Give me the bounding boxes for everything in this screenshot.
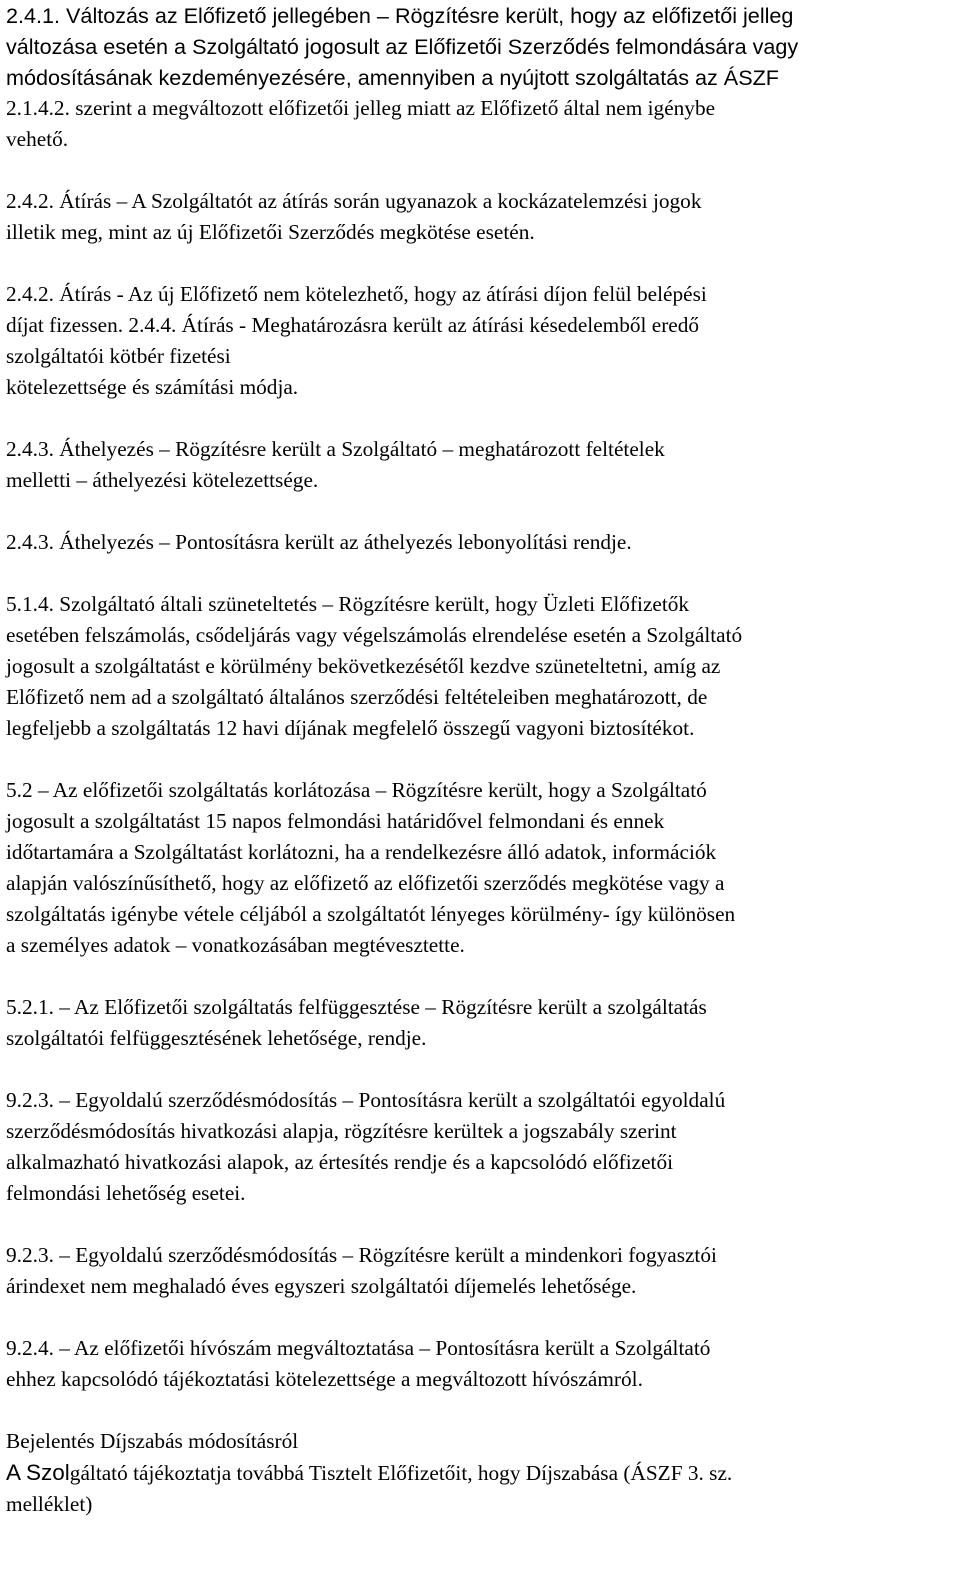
text-line: díjat fizessen. 2.4.4. Átírás - Meghatározásra került az átírási késedelemből eredő (6, 313, 700, 337)
text-line: esetében felszámolás, csődeljárás vagy végelszámolás elrendelése esetén a Szolgáltató (6, 623, 743, 647)
text-line: vehető. (6, 127, 69, 151)
text-line: 5.1.4. Szolgáltató általi szüneteltetés – Rögzítésre került, hogy Üzleti Előfizetők (6, 592, 690, 616)
paragraph-9-2-3-a (6, 1085, 958, 1209)
text-line: 2.4.2. Átírás – A Szolgáltatót az átírás során ugyanazok a kockázatelemzési jogok (6, 189, 702, 213)
text-line: melléklet) (6, 1492, 93, 1516)
document-body (6, 0, 958, 1520)
text-line: ehhez kapcsolódó tájékoztatási kötelezettsége a megváltozott hívószámról. (6, 1367, 643, 1391)
text-line: kötelezettsége és számítási módja. (6, 375, 299, 399)
text-line: 9.2.4. – Az előfizetői hívószám megváltoztatása – Pontosításra került a Szolgáltató (6, 1336, 711, 1360)
text-line: 2.4.3. Áthelyezés – Rögzítésre került a Szolgáltató – meghatározott feltételek (6, 437, 665, 461)
text-line: 5.2.1. – Az Előfizetői szolgáltatás felfüggesztése – Rögzítésre került a szolgáltatás (6, 995, 707, 1019)
paragraph-5-1-4 (6, 589, 958, 744)
text-line: szolgáltatói felfüggesztésének lehetősége, rendje. (6, 1026, 427, 1050)
text-line: módosításának kezdeményezésére, amennyiben a nyújtott szolgáltatás az ÁSZF (6, 65, 779, 90)
text-line: jogosult a szolgáltatást e körülmény bekövetkezésétől kezdve szüneteltetni, amíg az (6, 654, 721, 678)
text-line: 9.2.3. – Egyoldalú szerződésmódosítás – Rögzítésre került a mindenkori fogyasztói (6, 1243, 717, 1267)
paragraph-dijszabas (6, 1426, 958, 1520)
text-line: árindexet nem meghaladó éves egyszeri szolgáltatói díjemelés lehetősége. (6, 1274, 637, 1298)
paragraph-5-2-1 (6, 992, 958, 1054)
text-line: alkalmazható hivatkozási alapok, az értesítés rendje és a kapcsolódó előfizetői (6, 1150, 674, 1174)
paragraph-2-4-3-b (6, 527, 958, 558)
text-line: szolgáltatói kötbér fizetési (6, 344, 231, 368)
paragraph-2-4-3-a (6, 434, 958, 496)
paragraph-2-4-1 (6, 0, 958, 155)
text-line: szerződésmódosítás hivatkozási alapja, rögzítésre kerültek a jogszabály szerint (6, 1119, 677, 1143)
text-line: 5.2 – Az előfizetői szolgáltatás korlátozása – Rögzítésre került, hogy a Szolgáltató (6, 778, 707, 802)
paragraph-9-2-4 (6, 1333, 958, 1395)
text-line: időtartamára a Szolgáltatást korlátozni, ha a rendelkezésre álló adatok, információk (6, 840, 717, 864)
text-fragment: A Szol (6, 1460, 70, 1485)
text-line: változása esetén a Szolgáltató jogosult az Előfizetői Szerződés felmondására vagy (6, 34, 799, 59)
text-line: 2.4.2. Átírás - Az új Előfizető nem kötelezhető, hogy az átírási díjon felül belépési (6, 282, 707, 306)
text-line: Előfizető nem ad a szolgáltató általános szerződési feltételeiben meghatározott, de (6, 685, 708, 709)
text-line: jogosult a szolgáltatást 15 napos felmondási határidővel felmondani és ennek (6, 809, 665, 833)
text-line: legfeljebb a szolgáltatás 12 havi díjának megfelelő összegű vagyoni biztosítékot. (6, 716, 695, 740)
paragraph-5-2 (6, 775, 958, 961)
text-line: felmondási lehetőség esetei. (6, 1181, 246, 1205)
text-line: a személyes adatok – vonatkozásában megtévesztette. (6, 933, 465, 957)
text-line: 2.4.3. Áthelyezés – Pontosításra került az áthelyezés lebonyolítási rendje. (6, 530, 632, 554)
text-line: illetik meg, mint az új Előfizetői Szerződés megkötése esetén. (6, 220, 535, 244)
paragraph-2-4-2-b (6, 279, 958, 403)
text-line: alapján valószínűsíthető, hogy az előfizető az előfizetői szerződés megkötése vagy a (6, 871, 725, 895)
paragraph-2-4-2-a (6, 186, 958, 248)
text-line: szolgáltatás igénybe vétele céljából a szolgáltatót lényeges körülmény- így különösen (6, 902, 736, 926)
text-line (6, 1457, 958, 1489)
paragraph-9-2-3-b (6, 1240, 958, 1302)
section-heading: Bejelentés Díjszabás módosításról (6, 1429, 299, 1453)
text-fragment: gáltató tájékoztatja továbbá Tisztelt Előfizetőit, hogy Díjszabása (ÁSZF 3. sz. (69, 1461, 733, 1485)
text-line: 2.4.1. Változás az Előfizető jellegében – Rögzítésre került, hogy az előfizetői jelleg (6, 3, 794, 28)
text-line: 9.2.3. – Egyoldalú szerződésmódosítás – Pontosításra került a szolgáltatói egyoldalú (6, 1088, 726, 1112)
text-line: 2.1.4.2. szerint a megváltozott előfizetői jelleg miatt az Előfizető által nem igénybe (6, 96, 716, 120)
text-line: melletti – áthelyezési kötelezettsége. (6, 468, 319, 492)
